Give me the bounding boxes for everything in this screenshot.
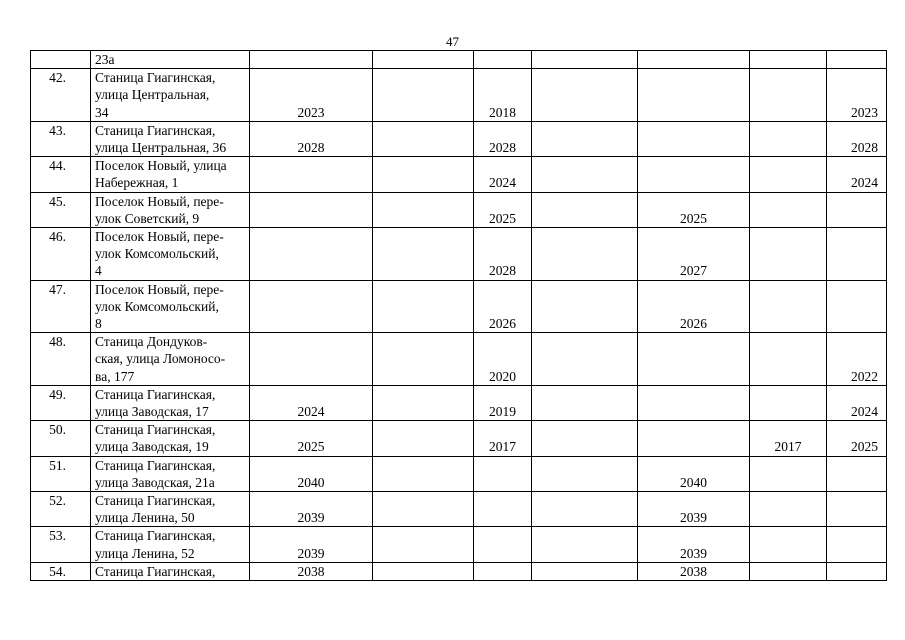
year-cell — [532, 492, 638, 527]
row-number: 49. — [31, 385, 91, 420]
row-number: 42. — [31, 69, 91, 122]
table-row — [31, 192, 887, 227]
year-cell — [532, 333, 638, 386]
year-cell — [250, 228, 373, 281]
address-line: улица Ленина, 50 — [95, 510, 195, 526]
year-cell — [474, 51, 532, 69]
table-row — [31, 157, 887, 192]
repair-schedule-table — [30, 50, 887, 581]
address-line: Набережная, 1 — [95, 175, 179, 191]
year-cell — [373, 280, 474, 333]
year-cell: 2028 — [250, 121, 373, 156]
address-line: Поселок Новый, улица — [95, 158, 227, 174]
year-cell — [638, 121, 750, 156]
address-line: улица Центральная, — [95, 87, 210, 103]
year-cell — [250, 333, 373, 386]
year-cell — [638, 51, 750, 69]
address-cell — [91, 333, 250, 386]
year-cell: 2028 — [474, 228, 532, 281]
year-cell — [373, 51, 474, 69]
year-cell: 2024 — [827, 385, 887, 420]
year-cell — [532, 280, 638, 333]
year-cell: 2025 — [827, 421, 887, 456]
year-cell — [250, 157, 373, 192]
year-cell — [250, 51, 373, 69]
address-cell — [91, 157, 250, 192]
year-cell — [750, 192, 827, 227]
address-line: 8 — [95, 316, 102, 332]
year-cell — [827, 192, 887, 227]
address-line: Поселок Новый, пере- — [95, 229, 224, 245]
year-cell — [750, 562, 827, 580]
year-cell: 2024 — [474, 157, 532, 192]
address-line: ская, улица Ломоносо- — [95, 351, 226, 367]
year-cell — [638, 157, 750, 192]
address-cell — [91, 421, 250, 456]
row-number: 53. — [31, 527, 91, 562]
year-cell — [532, 121, 638, 156]
address-cell — [91, 280, 250, 333]
year-cell: 2039 — [250, 527, 373, 562]
address-line: улок Комсомольский, — [95, 246, 219, 262]
year-cell — [750, 492, 827, 527]
address-line: Станица Гиагинская, — [95, 386, 216, 402]
table-row — [31, 492, 887, 527]
year-cell: 2039 — [638, 527, 750, 562]
year-cell — [373, 492, 474, 527]
year-cell — [373, 121, 474, 156]
table-row — [31, 69, 887, 122]
year-cell — [373, 421, 474, 456]
address-cell — [91, 527, 250, 562]
year-cell: 2018 — [474, 69, 532, 122]
address-line: 4 — [95, 263, 102, 279]
row-number: 46. — [31, 228, 91, 281]
year-cell — [827, 51, 887, 69]
year-cell: 2026 — [638, 280, 750, 333]
year-cell: 2038 — [250, 562, 373, 580]
year-cell: 2027 — [638, 228, 750, 281]
year-cell — [750, 51, 827, 69]
address-line: Станица Гиагинская, — [95, 457, 216, 473]
year-cell — [827, 280, 887, 333]
year-cell: 2028 — [474, 121, 532, 156]
row-number: 50. — [31, 421, 91, 456]
year-cell — [532, 421, 638, 456]
year-cell — [638, 69, 750, 122]
address-cell — [91, 121, 250, 156]
address-cell — [91, 456, 250, 491]
year-cell: 2017 — [474, 421, 532, 456]
year-cell — [827, 492, 887, 527]
row-number — [31, 51, 91, 69]
year-cell — [250, 192, 373, 227]
year-cell — [827, 228, 887, 281]
address-line: улица Заводская, 17 — [95, 404, 209, 420]
year-cell — [373, 69, 474, 122]
year-cell: 2039 — [250, 492, 373, 527]
year-cell — [750, 121, 827, 156]
year-cell — [532, 192, 638, 227]
year-cell — [827, 456, 887, 491]
table-row — [31, 385, 887, 420]
address-line: Станица Гиагинская, — [95, 528, 216, 544]
address-cell — [91, 562, 250, 580]
year-cell — [474, 527, 532, 562]
year-cell — [638, 333, 750, 386]
address-line: Поселок Новый, пере- — [95, 281, 224, 297]
year-cell — [750, 280, 827, 333]
row-number: 52. — [31, 492, 91, 527]
table-row — [31, 121, 887, 156]
year-cell — [827, 527, 887, 562]
year-cell: 2020 — [474, 333, 532, 386]
year-cell: 2019 — [474, 385, 532, 420]
table-row — [31, 527, 887, 562]
address-cell — [91, 69, 250, 122]
address-line: Поселок Новый, пере- — [95, 193, 224, 209]
row-number: 54. — [31, 562, 91, 580]
year-cell — [532, 228, 638, 281]
page-number: 47 — [446, 34, 459, 49]
address-cell — [91, 385, 250, 420]
year-cell: 2039 — [638, 492, 750, 527]
year-cell — [750, 527, 827, 562]
address-cell — [91, 192, 250, 227]
row-number: 47. — [31, 280, 91, 333]
address-line: улок Комсомольский, — [95, 298, 219, 314]
row-number: 48. — [31, 333, 91, 386]
year-cell — [532, 51, 638, 69]
year-cell — [373, 385, 474, 420]
address-line: Станица Гиагинская, — [95, 122, 216, 138]
year-cell: 2017 — [750, 421, 827, 456]
year-cell — [532, 527, 638, 562]
year-cell: 2023 — [250, 69, 373, 122]
row-number: 44. — [31, 157, 91, 192]
year-cell: 2038 — [638, 562, 750, 580]
year-cell: 2024 — [250, 385, 373, 420]
year-cell — [373, 527, 474, 562]
year-cell — [750, 69, 827, 122]
address-line: Станица Гиагинская, — [95, 563, 216, 579]
year-cell: 2025 — [474, 192, 532, 227]
table-row — [31, 51, 887, 69]
address-line: улок Советский, 9 — [95, 210, 200, 226]
year-cell — [373, 157, 474, 192]
year-cell — [373, 333, 474, 386]
row-number: 45. — [31, 192, 91, 227]
year-cell — [373, 562, 474, 580]
year-cell — [474, 492, 532, 527]
year-cell — [373, 228, 474, 281]
address-line: Станица Гиагинская, — [95, 493, 216, 509]
row-number: 51. — [31, 456, 91, 491]
address-line: 23а — [95, 52, 115, 67]
address-line: Станица Гиагинская, — [95, 422, 216, 438]
table-row — [31, 333, 887, 386]
row-number: 43. — [31, 121, 91, 156]
year-cell — [373, 192, 474, 227]
address-cell — [91, 228, 250, 281]
year-cell: 2040 — [638, 456, 750, 491]
year-cell — [474, 562, 532, 580]
address-cell — [91, 51, 250, 69]
year-cell: 2024 — [827, 157, 887, 192]
address-line: улица Центральная, 36 — [95, 140, 227, 156]
address-line: улица Ленина, 52 — [95, 545, 195, 561]
address-line: улица Заводская, 19 — [95, 439, 209, 455]
year-cell — [532, 456, 638, 491]
table-row — [31, 456, 887, 491]
year-cell — [532, 385, 638, 420]
table-row — [31, 421, 887, 456]
year-cell — [750, 228, 827, 281]
year-cell: 2023 — [827, 69, 887, 122]
address-line: Станица Гиагинская, — [95, 70, 216, 86]
year-cell — [532, 157, 638, 192]
year-cell: 2028 — [827, 121, 887, 156]
year-cell — [750, 385, 827, 420]
year-cell: 2025 — [250, 421, 373, 456]
address-line: 34 — [95, 104, 109, 120]
address-line: Станица Дондуков- — [95, 334, 208, 350]
year-cell: 2026 — [474, 280, 532, 333]
year-cell — [638, 421, 750, 456]
table-row — [31, 280, 887, 333]
year-cell — [638, 385, 750, 420]
address-cell — [91, 492, 250, 527]
year-cell — [250, 280, 373, 333]
table-row — [31, 228, 887, 281]
year-cell — [750, 333, 827, 386]
year-cell: 2022 — [827, 333, 887, 386]
year-cell — [474, 456, 532, 491]
address-line: ва, 177 — [95, 368, 135, 384]
year-cell: 2025 — [638, 192, 750, 227]
address-line: улица Заводская, 21а — [95, 474, 215, 490]
year-cell — [532, 69, 638, 122]
year-cell — [532, 562, 638, 580]
year-cell — [373, 456, 474, 491]
table-row — [31, 562, 887, 580]
year-cell — [750, 157, 827, 192]
year-cell: 2040 — [250, 456, 373, 491]
year-cell — [750, 456, 827, 491]
year-cell — [827, 562, 887, 580]
